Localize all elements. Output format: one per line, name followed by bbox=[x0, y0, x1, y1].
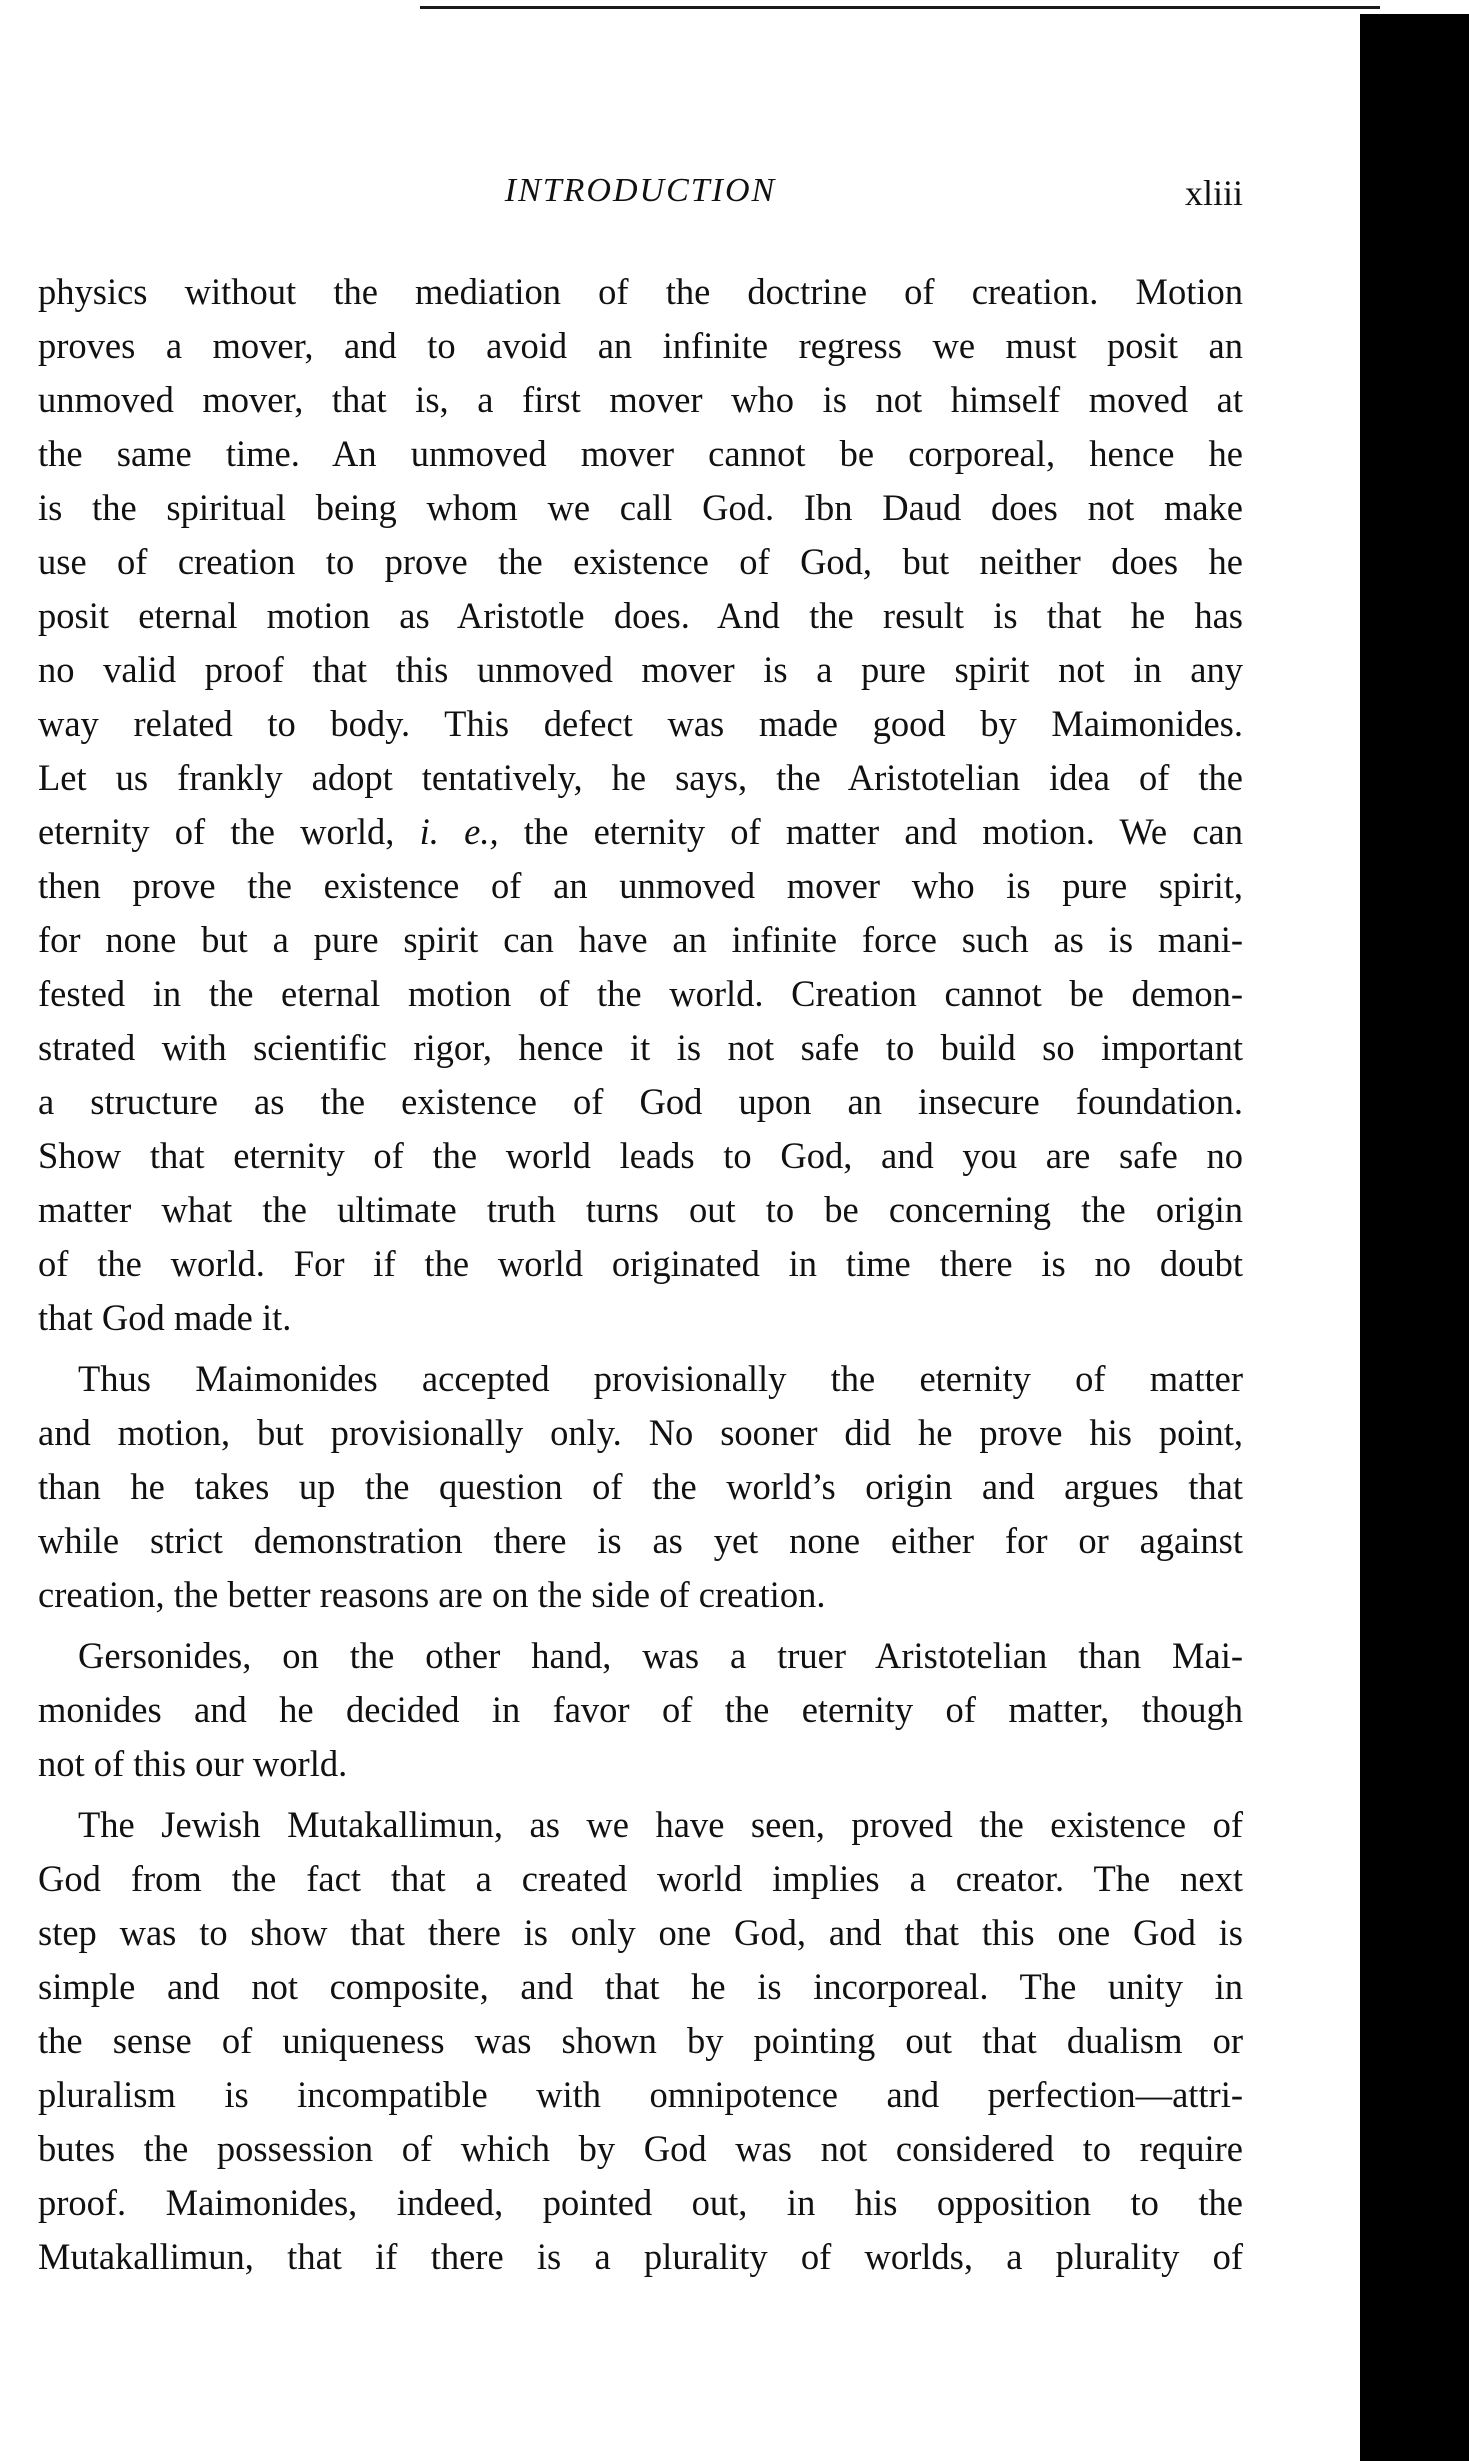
page-number: xliii bbox=[1184, 173, 1243, 213]
running-title: INTRODUCTION bbox=[504, 172, 777, 209]
text-line: is the spiritual being whom we call God. Ibn Daud does not make bbox=[38, 487, 1243, 528]
text-line: God from the fact that a created world implies a creator. The next bbox=[38, 1858, 1243, 1899]
paragraph-2 bbox=[38, 1352, 1243, 1622]
text-line: use of creation to prove the existence of God, but neither does he bbox=[38, 541, 1243, 582]
text-line: butes the possession of which by God was not considered to require bbox=[38, 2128, 1243, 2169]
text-line: then prove the existence of an unmoved mover who is pure spirit, bbox=[38, 865, 1243, 906]
paragraph-1 bbox=[38, 265, 1243, 1345]
text-line: step was to show that there is only one God, and that this one God is bbox=[38, 1912, 1243, 1953]
text-line: Show that eternity of the world leads to God, and you are safe no bbox=[38, 1135, 1243, 1176]
text-line: proof. Maimonides, indeed, pointed out, in his opposition to the bbox=[38, 2182, 1243, 2223]
italic-abbreviation: i. e., bbox=[419, 811, 499, 852]
text-line: fested in the eternal motion of the world. Creation cannot be demon- bbox=[38, 973, 1243, 1014]
text-line: matter what the ultimate truth turns out to be concerning the origin bbox=[38, 1189, 1243, 1230]
text-line: not of this our world. bbox=[38, 1743, 348, 1784]
text-line: while strict demonstration there is as yet none either for or against bbox=[38, 1520, 1243, 1561]
text-line: eternity of the world, i. e., the eternity of matter and motion. We can bbox=[38, 811, 1243, 852]
text-line: a structure as the existence of God upon an insecure foundation. bbox=[38, 1081, 1243, 1122]
text-line: creation, the better reasons are on the side of creation. bbox=[38, 1574, 826, 1615]
text-line: simple and not composite, and that he is incorporeal. The unity in bbox=[38, 1966, 1243, 2007]
text-line: proves a mover, and to avoid an infinite regress we must posit an bbox=[38, 325, 1243, 366]
text-line: unmoved mover, that is, a first mover who is not himself moved at bbox=[38, 379, 1243, 420]
text-line: than he takes up the question of the world’s origin and argues that bbox=[38, 1466, 1243, 1507]
text-line: physics without the mediation of the doctrine of creation. Motion bbox=[38, 271, 1243, 312]
text-line: and motion, but provisionally only. No sooner did he prove his point, bbox=[38, 1412, 1243, 1453]
text-line: for none but a pure spirit can have an infinite force such as is mani- bbox=[38, 919, 1243, 960]
paragraph-3 bbox=[38, 1629, 1243, 1791]
text-line: The Jewish Mutakallimun, as we have seen, proved the existence of bbox=[78, 1804, 1243, 1845]
text-line: Thus Maimonides accepted provisionally the eternity of matter bbox=[78, 1358, 1243, 1399]
scan-dark-edge bbox=[1360, 14, 1469, 2461]
text-line: of the world. For if the world originated in time there is no doubt bbox=[38, 1243, 1243, 1284]
text-line: strated with scientific rigor, hence it is not safe to build so important bbox=[38, 1027, 1243, 1068]
text-line: the same time. An unmoved mover cannot be corporeal, hence he bbox=[38, 433, 1243, 474]
text-line: the sense of uniqueness was shown by pointing out that dualism or bbox=[38, 2020, 1243, 2061]
text-line: no valid proof that this unmoved mover is a pure spirit not in any bbox=[38, 649, 1243, 690]
body-text bbox=[38, 265, 1243, 2291]
text-line: way related to body. This defect was made good by Maimonides. bbox=[38, 703, 1243, 744]
text-line: pluralism is incompatible with omnipotence and perfection—attri- bbox=[38, 2074, 1243, 2115]
running-header bbox=[38, 172, 1243, 222]
paragraph-4 bbox=[38, 1798, 1243, 2284]
text-line: posit eternal motion as Aristotle does. And the result is that he has bbox=[38, 595, 1243, 636]
top-edge-rule bbox=[420, 6, 1380, 9]
text-line: Mutakallimun, that if there is a plurality of worlds, a plurality of bbox=[38, 2236, 1243, 2277]
text-line: Gersonides, on the other hand, was a truer Aristotelian than Mai- bbox=[78, 1635, 1243, 1676]
text-line: monides and he decided in favor of the eternity of matter, though bbox=[38, 1689, 1243, 1730]
text-line: that God made it. bbox=[38, 1297, 292, 1338]
text-line: Let us frankly adopt tentatively, he says, the Aristotelian idea of the bbox=[38, 757, 1243, 798]
